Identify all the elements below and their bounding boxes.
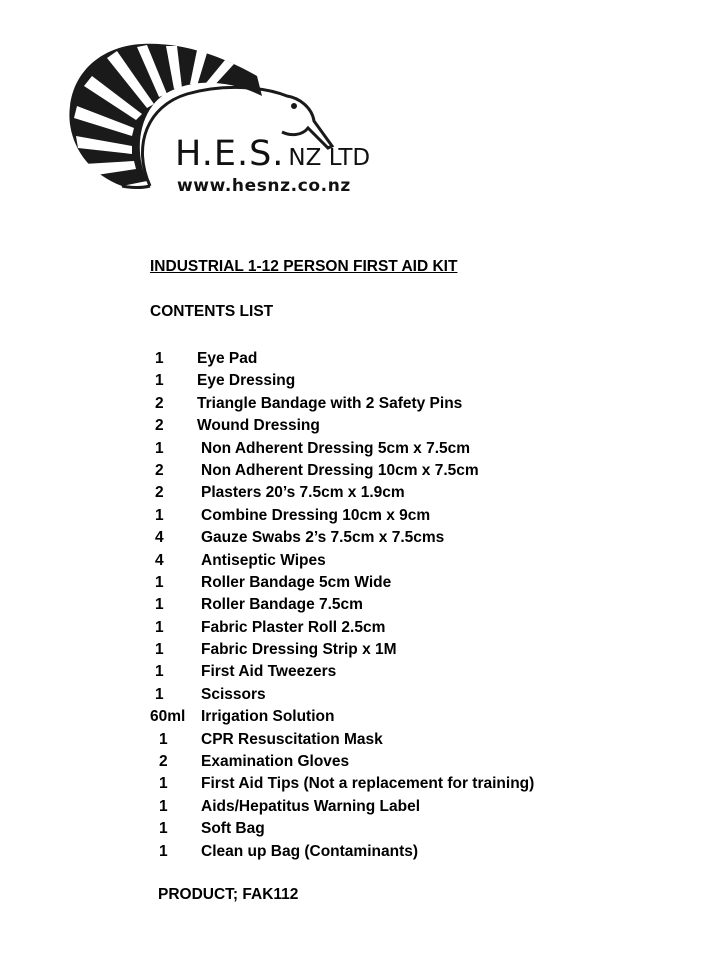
- list-item: [150, 505, 670, 527]
- item-description: Fabric Dressing Strip x 1M: [201, 641, 397, 659]
- item-quantity: 1: [159, 797, 168, 815]
- item-description: Examination Gloves: [201, 753, 350, 771]
- item-description: Combine Dressing 10cm x 9cm: [201, 506, 431, 524]
- list-item: [150, 684, 670, 706]
- list-item: [150, 550, 670, 572]
- list-item: [150, 572, 670, 594]
- item-quantity: 1: [155, 506, 164, 524]
- item-description: Non Adherent Dressing 10cm x 7.5cm: [201, 461, 479, 479]
- item-quantity: 2: [155, 461, 164, 479]
- item-quantity: 60ml: [150, 708, 186, 726]
- item-quantity: 4: [155, 529, 164, 547]
- item-quantity: 2: [155, 394, 164, 412]
- contents-list: [150, 348, 670, 863]
- item-description: First Aid Tips (Not a replacement for training): [201, 775, 535, 793]
- list-item: [150, 773, 670, 795]
- company-name-main: H.E.S.: [175, 134, 285, 174]
- list-item: [150, 751, 670, 773]
- item-description: Irrigation Solution: [201, 708, 335, 726]
- list-item: [150, 706, 670, 728]
- list-item: [150, 393, 670, 415]
- list-item: [150, 527, 670, 549]
- list-item: [150, 818, 670, 840]
- item-description: Triangle Bandage with 2 Safety Pins: [197, 394, 463, 412]
- item-quantity: 1: [159, 775, 168, 793]
- item-description: Roller Bandage 5cm Wide: [201, 573, 392, 591]
- item-description: Wound Dressing: [197, 417, 320, 435]
- list-item: [150, 594, 670, 616]
- item-description: Gauze Swabs 2’s 7.5cm x 7.5cms: [201, 529, 445, 547]
- item-description: Scissors: [201, 685, 266, 703]
- item-quantity: 1: [155, 350, 164, 367]
- list-item: [150, 796, 670, 818]
- list-item: [150, 438, 670, 460]
- item-description: Soft Bag: [201, 820, 265, 838]
- product-code: PRODUCT; FAK112: [158, 886, 299, 903]
- item-quantity: 1: [159, 842, 168, 860]
- item-quantity: 1: [155, 439, 164, 457]
- item-description: First Aid Tweezers: [201, 663, 337, 681]
- item-description: Plasters 20’s 7.5cm x 1.9cm: [201, 484, 405, 502]
- list-item: [150, 617, 670, 639]
- list-item: [150, 661, 670, 683]
- item-quantity: 1: [155, 663, 164, 681]
- item-description: Clean up Bag (Contaminants): [201, 842, 419, 860]
- list-item: [150, 348, 670, 370]
- list-item: [150, 370, 670, 392]
- list-item: [150, 482, 670, 504]
- list-item: [150, 729, 670, 751]
- item-quantity: 2: [159, 753, 168, 771]
- list-item: [150, 639, 670, 661]
- item-description: Eye Pad: [197, 350, 258, 367]
- company-name: [175, 134, 370, 174]
- item-description: CPR Resuscitation Mask: [201, 730, 383, 748]
- item-description: Antiseptic Wipes: [201, 551, 326, 569]
- item-description: Fabric Plaster Roll 2.5cm: [201, 618, 386, 636]
- item-quantity: 1: [159, 820, 168, 838]
- item-quantity: 1: [155, 372, 164, 390]
- item-quantity: 1: [155, 573, 164, 591]
- item-quantity: 2: [155, 417, 164, 435]
- company-website: www.hesnz.co.nz: [177, 176, 351, 196]
- list-item: [150, 841, 670, 863]
- company-name-suffix: NZ LTD: [288, 145, 371, 171]
- document-title: INDUSTRIAL 1-12 PERSON FIRST AID KIT: [150, 258, 458, 275]
- item-quantity: 4: [155, 551, 164, 569]
- list-item: [150, 460, 670, 482]
- item-quantity: 1: [155, 596, 164, 614]
- item-description: Roller Bandage 7.5cm: [201, 596, 363, 614]
- item-quantity: 1: [155, 685, 164, 703]
- list-item: [150, 415, 670, 437]
- item-description: Eye Dressing: [197, 372, 296, 390]
- item-quantity: 2: [155, 484, 164, 502]
- item-quantity: 1: [155, 641, 164, 659]
- item-quantity: 1: [155, 618, 164, 636]
- item-description: Aids/Hepatitus Warning Label: [201, 797, 421, 815]
- contents-heading: CONTENTS LIST: [150, 303, 274, 320]
- item-description: Non Adherent Dressing 5cm x 7.5cm: [201, 439, 471, 457]
- item-quantity: 1: [159, 730, 168, 748]
